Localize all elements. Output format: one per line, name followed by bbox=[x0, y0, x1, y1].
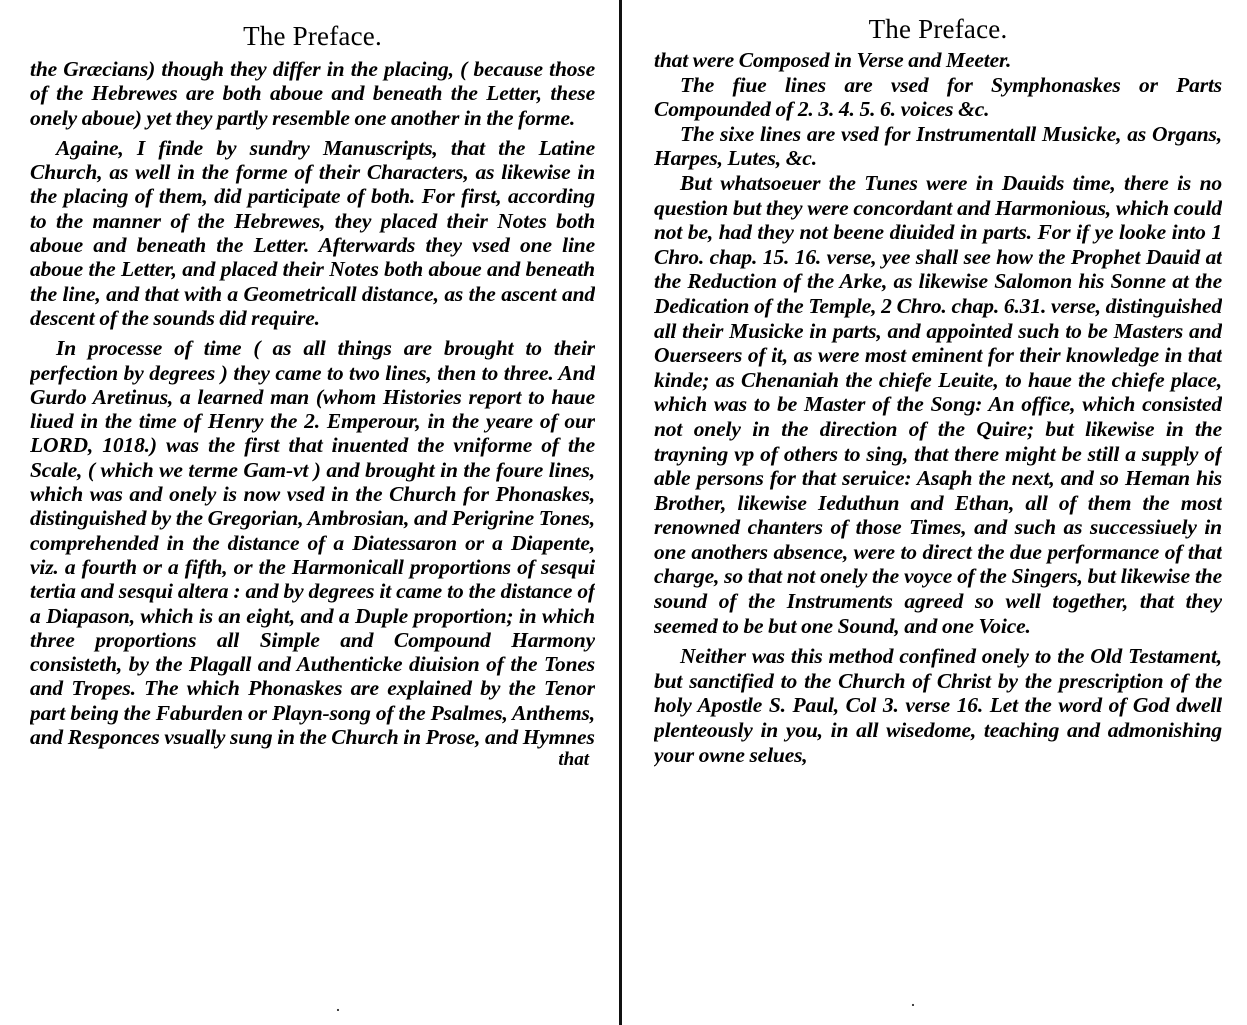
left-catchword: that bbox=[558, 749, 589, 771]
right-paragraph-1: that were Composed in Verse and Meeter. bbox=[654, 48, 1012, 72]
right-paragraph-3: The sixe lines are vsed for Instrumentall Musicke, as Organs, Harpes, Lutes, &c. bbox=[654, 121, 1222, 171]
left-paragraph-1: the Græcians) though they differ in the placing, ( because those of the Hebrewes are both aboue and beneath the Letter, these onely aboue) yet they partly resemble one another in the forme. bbox=[30, 57, 595, 130]
right-paragraph-2: The fiue lines are vsed for Symphonaskes or Parts Compounded of 2. 3. 4. 5. 6. voices &c. bbox=[654, 72, 1222, 122]
right-running-head: The Preface. bbox=[868, 14, 1008, 44]
right-paragraph-4: But whatsoeuer the Tunes were in Dauids time, there is no question but they were concordant and Harmonious, which could not be, had they not beene diuided in parts. For if ye looke into 1 Chro. chap. 15. 16. verse, yee shall see how the Prophet Dauid at the Reduction of the Arke, as likewise Salomon his Sonne at the Dedication of the Temple, 2 Chro. chap. 6.31. verse, distinguished all their Musicke in parts, and appointed such to be Masters and Ouerseers of it, as were most eminent for their knowledge in that kinde; as Chenaniah the chiefe Leuite, to haue the chiefe place, which was to be Master of the Song: An office, which consisted not onely in the direction of the Quire; but likewise in the trayning vp of others to sing, that there might be still a supply of able persons for that seruice: Asaph the next, and so Heman his Brother, likewise Ieduthun and Ethan, all of them the most renowned chanters of those Times, and such as successiuely in one anothers absence, were to direct the due performance of that charge, so that not onely the voyce of the Singers, but likewise the sound of the Instruments agreed so well together, that they seemed to be but one Sound, and one Voice. bbox=[654, 170, 1222, 638]
right-page bbox=[654, 0, 1222, 1025]
left-running-head: The Preface. bbox=[243, 21, 382, 51]
print-speck: · bbox=[335, 1000, 341, 1020]
left-page bbox=[30, 0, 595, 1025]
left-paragraph-2: Againe, I finde by sundry Manuscripts, that the Latine Church, as well in the forme of their Characters, as likewise in the placing of them, did participate of both. For first, according to the manner of the Hebrewes, they placed their Notes both aboue and beneath the Letter. Afterwards they vsed one line aboue the Letter, and placed their Notes both aboue and beneath the line, and that with a Geometricall distance, as the ascent and descent of the sounds did require. bbox=[30, 135, 595, 330]
left-paragraph-3: In processe of time ( as all things are brought to their perfection by degrees ) they came to two lines, then to three. And Gurdo Aretinus, a learned man (whom Histories report to haue liued in the time of Henry the 2. Emperour, in the yeare of our LORD, 1018.) was the first that inuented the vniforme of the Scale, ( which we terme Gam-vt ) and brought in the foure lines, which was and onely is now vsed in the Church for Phonaskes, distinguished by the Gregorian, Ambrosian, and Perigrine Tones, comprehended in the distance of a Diatessaron or a Diapente, viz. a fourth or a fifth, or the Harmonicall proportions of sesqui tertia and sesqui altera : and by degrees it came to the distance of a Diapason, which is an eight, and a Duple proportion; in which three proportions all Simple and Compound Harmony consisteth, by the Plagall and Authenticke diuision of the Tones and Tropes. The which Phonaskes are explained by the Tenor part being the Faburden or Playn-song of the Psalmes, Anthems, and Responces vsually sung in the Church in Prose, and Hymnes bbox=[30, 336, 595, 750]
page-gutter-divider bbox=[619, 0, 622, 1025]
right-paragraph-5: Neither was this method confined onely to the Old Testament, but sanctified to the Church of Christ by the prescription of the holy Apostle S. Paul, Col 3. verse 16. Let the word of God dwell plenteously in you, in all wisedome, teaching and admonishing your owne selues, bbox=[654, 644, 1222, 767]
print-speck: · bbox=[910, 995, 916, 1015]
